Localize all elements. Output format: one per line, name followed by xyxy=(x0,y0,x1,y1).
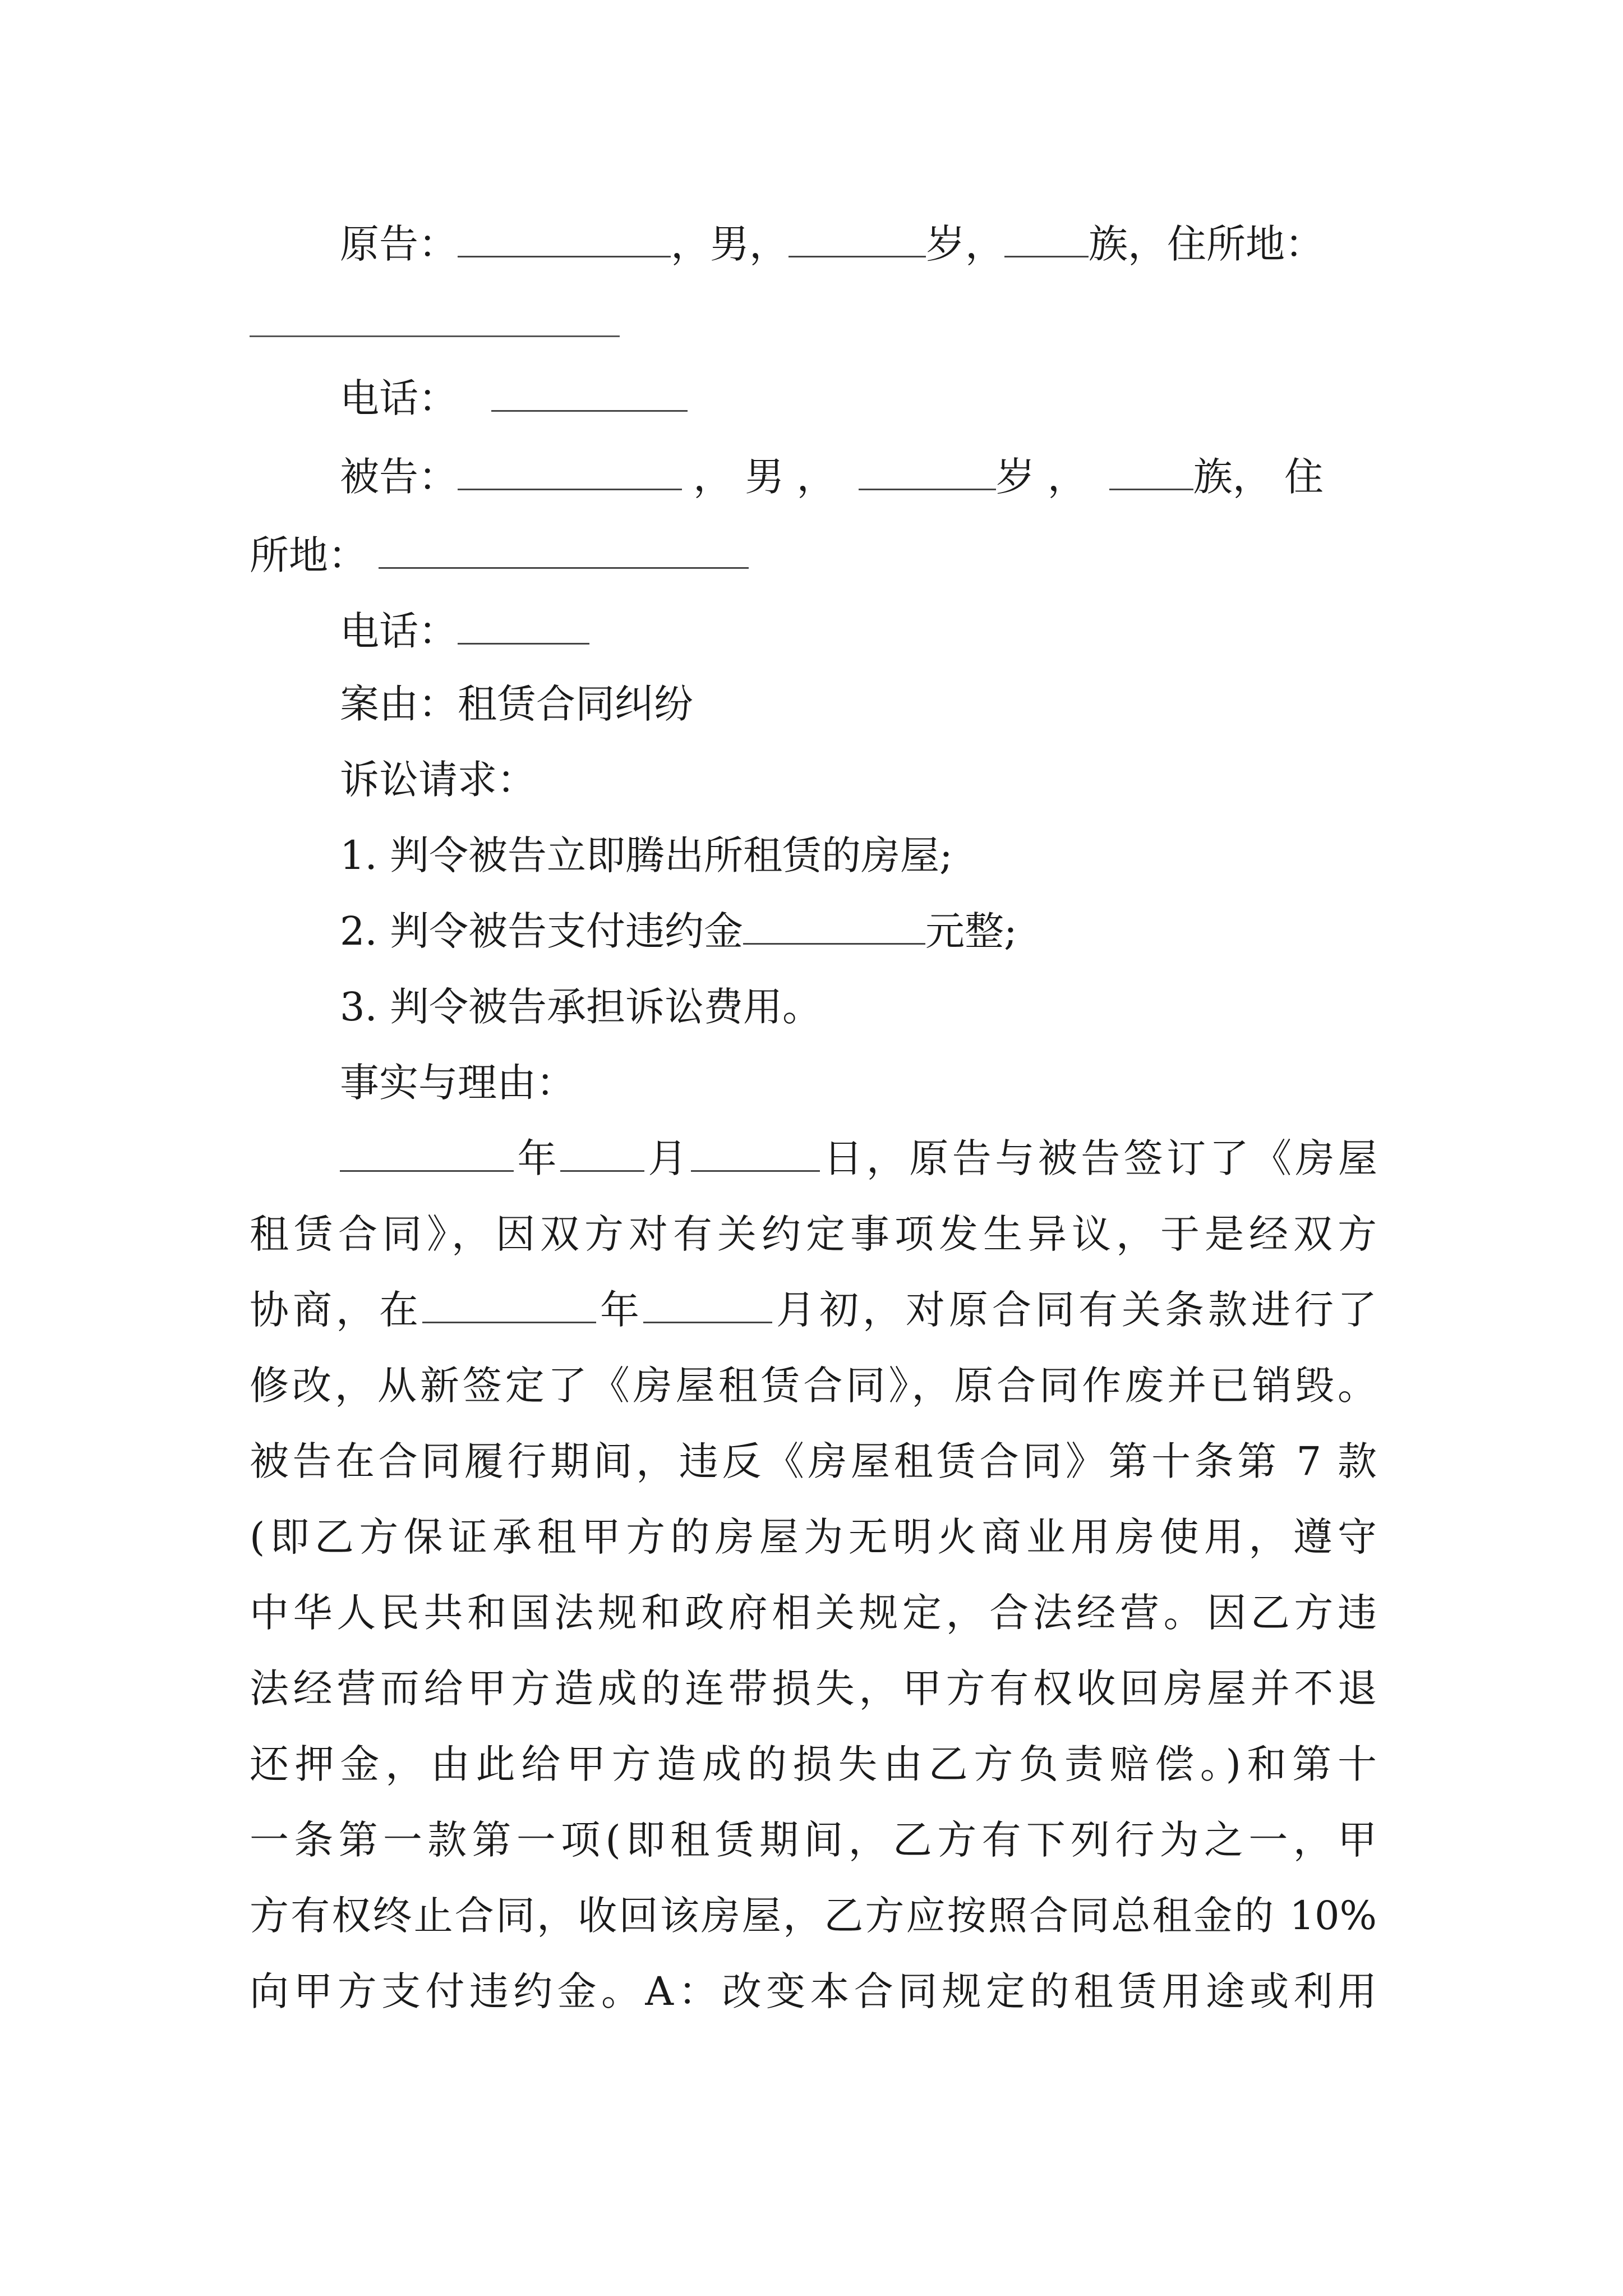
facts-heading: 事实与理由： xyxy=(340,1060,575,1106)
revise-year-blank xyxy=(422,1288,596,1323)
plaintiff-label: 原告： xyxy=(340,221,458,267)
plaintiff-ethnicity-unit: 族，住所地： xyxy=(1089,221,1324,267)
claim-2-unit: 元整; xyxy=(925,908,1017,954)
claim-2-text: 2. 判令被告支付违约金 xyxy=(340,908,744,954)
sign-year-blank xyxy=(340,1137,514,1172)
defendant-age-unit: 岁 ， xyxy=(995,454,1087,500)
defendant-address-line xyxy=(250,527,1377,583)
facts-line-10: 一条第一款第一项(即租赁期间，乙方有下列行为之一，甲 xyxy=(250,1817,1377,1863)
year-text: 年 xyxy=(514,1135,560,1181)
facts-line-7: 中华人民共和国法规和政府相关规定，合法经营。因乙方违 xyxy=(250,1590,1377,1636)
sign-day-blank xyxy=(691,1137,820,1172)
facts-line-5: 被告在合同履行期间，违反《房屋租赁合同》第十条第 7 款 xyxy=(250,1438,1377,1484)
defendant-ethnicity-unit: 族， 住 xyxy=(1193,454,1324,500)
revise-month-text: 月初，对原合同有关条款进行了 xyxy=(772,1287,1377,1333)
revise-month-blank xyxy=(643,1288,772,1323)
defendant-address-label: 所地： xyxy=(250,532,367,578)
claim-item-1: 1. 判令被告立即腾出所租赁的房屋; xyxy=(340,832,953,878)
plaintiff-gender-text: ，男， xyxy=(671,221,789,267)
claim-item-2 xyxy=(340,903,1377,959)
facts-line-12: 向甲方支付违约金。A：改变本合同规定的租赁用途或利用 xyxy=(250,1968,1377,2014)
plaintiff-phone-line xyxy=(340,370,1377,426)
sign-month-blank xyxy=(560,1137,644,1172)
defendant-name-blank xyxy=(458,455,682,490)
plaintiff-ethnicity-blank xyxy=(1004,222,1089,257)
facts-line-1 xyxy=(340,1130,1377,1186)
plaintiff-age-blank xyxy=(789,222,926,257)
defendant-phone-label: 电话： xyxy=(340,608,458,654)
facts-line-8: 法经营而给甲方造成的连带损失，甲方有权收回房屋并不退 xyxy=(250,1665,1377,1711)
plaintiff-address-blank xyxy=(250,335,620,337)
defendant-address-blank xyxy=(379,533,749,569)
plaintiff-phone-label: 电话： xyxy=(340,375,458,421)
plaintiff-name-blank xyxy=(458,222,671,257)
facts-line-3 xyxy=(250,1282,1377,1338)
plaintiff-age-unit: 岁， xyxy=(926,221,1004,267)
consult-text: 协商，在 xyxy=(250,1287,422,1333)
defendant-age-blank xyxy=(859,455,996,490)
plaintiff-line xyxy=(340,216,1377,272)
defendant-label: 被告： xyxy=(340,454,458,500)
cause-label: 案由： xyxy=(340,681,458,727)
defendant-ethnicity-blank xyxy=(1109,455,1193,490)
penalty-amount-blank xyxy=(743,909,925,945)
claim-item-3: 3. 判令被告承担诉讼费用。 xyxy=(340,984,822,1030)
claims-heading: 诉讼请求： xyxy=(340,757,536,803)
month-text: 月 xyxy=(644,1135,691,1181)
cause-value: 租赁合同纠纷 xyxy=(458,681,693,727)
facts-line-6: (即乙方保证承租甲方的房屋为无明火商业用房使用，遵守 xyxy=(250,1514,1377,1560)
cause-line xyxy=(340,676,1377,732)
facts-line-4: 修改，从新签定了《房屋租赁合同》，原合同作废并已销毁。 xyxy=(250,1363,1377,1409)
defendant-phone-line xyxy=(340,603,1377,659)
plaintiff-phone-blank xyxy=(491,376,688,412)
defendant-line xyxy=(340,449,1377,505)
revise-year-text: 年 xyxy=(596,1287,643,1333)
facts-line-11: 方有权终止合同，收回该房屋，乙方应按照合同总租金的 10% xyxy=(250,1893,1377,1939)
defendant-gender-text: ， 男 ， xyxy=(693,454,836,500)
facts-line-2: 租赁合同》，因双方对有关约定事项发生异议，于是经双方 xyxy=(250,1211,1377,1257)
defendant-phone-blank xyxy=(458,609,589,645)
day-text: 日，原告与被告签订了《房屋 xyxy=(819,1135,1378,1181)
facts-line-9: 还押金，由此给甲方造成的损失由乙方负责赔偿。)和第十 xyxy=(250,1741,1377,1787)
